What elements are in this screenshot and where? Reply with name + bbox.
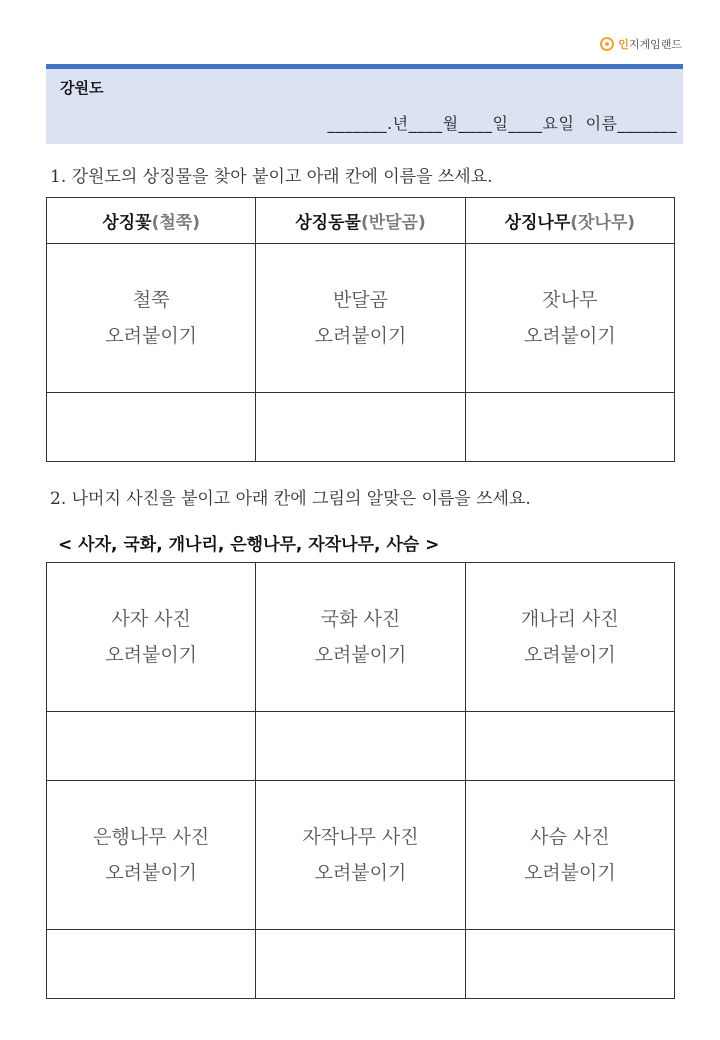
question-1: 1. 강원도의 상징물을 찾아 붙이고 아래 칸에 이름을 쓰세요. xyxy=(50,167,493,187)
name-answer-cell[interactable] xyxy=(465,712,674,781)
header-animal-paren: (반달곰) xyxy=(360,213,426,233)
paste-instruction: 오려붙이기 xyxy=(523,862,616,884)
header-flower xyxy=(47,198,256,244)
name-answer-cell[interactable] xyxy=(256,930,465,999)
photo-name: 개나리 사진 xyxy=(520,608,619,630)
paste-instruction: 오려붙이기 xyxy=(314,325,407,347)
photo-cell-birch[interactable] xyxy=(256,781,465,930)
symbols-table xyxy=(46,197,675,462)
name-answer-cell[interactable] xyxy=(47,712,256,781)
name-answer-cell[interactable] xyxy=(465,930,674,999)
paste-instruction: 오려붙이기 xyxy=(314,644,407,666)
photo-name: 은행나무 사진 xyxy=(93,826,210,848)
photo-name: 사자 사진 xyxy=(111,608,191,630)
lightbulb-icon xyxy=(600,37,614,51)
photo-cell-chrysanthemum[interactable] xyxy=(256,563,465,712)
photo-name: 국화 사진 xyxy=(320,608,401,630)
region-title: 강원도 xyxy=(60,79,104,97)
photo-name: 잣나무 xyxy=(542,289,598,311)
photo-cell-animal[interactable] xyxy=(256,244,465,393)
header-animal xyxy=(256,198,465,244)
word-options: < 사자, 국화, 개나리, 은행나무, 자작나무, 사슴 > xyxy=(58,535,440,555)
photo-cell-tree[interactable] xyxy=(465,244,674,393)
paste-instruction: 오려붙이기 xyxy=(105,325,198,347)
pictures-table xyxy=(46,562,675,999)
paste-instruction: 오려붙이기 xyxy=(523,644,616,666)
name-answer-cell[interactable] xyxy=(256,393,465,462)
name-answer-cell[interactable] xyxy=(47,930,256,999)
brand-name xyxy=(618,36,682,52)
name-answer-cell[interactable] xyxy=(465,393,674,462)
paste-instruction: 오려붙이기 xyxy=(105,862,198,884)
photo-cell-forsythia[interactable] xyxy=(465,563,674,712)
photo-name: 사슴 사진 xyxy=(530,826,610,848)
header-flower-paren: (철쭉) xyxy=(151,213,200,233)
paste-instruction: 오려붙이기 xyxy=(105,644,198,666)
photo-name: 자작나무 사진 xyxy=(302,826,419,848)
brand-logo xyxy=(600,36,682,52)
photo-name: 반달곰 xyxy=(332,289,389,311)
paste-instruction: 오려붙이기 xyxy=(523,325,616,347)
header-tree-label: 상징나무 xyxy=(504,213,571,233)
brand-name-rest: 지게임랜드 xyxy=(628,38,682,51)
worksheet-header xyxy=(46,64,683,144)
photo-cell-ginkgo[interactable] xyxy=(47,781,256,930)
photo-name: 철쭉 xyxy=(132,289,170,311)
photo-cell-lion[interactable] xyxy=(47,563,256,712)
paste-instruction: 오려붙이기 xyxy=(314,862,407,884)
header-animal-label: 상징동물 xyxy=(295,213,361,233)
header-tree xyxy=(465,198,674,244)
brand-name-accent: 인 xyxy=(618,38,629,51)
header-tree-paren: (잣나무) xyxy=(570,213,636,233)
photo-cell-deer[interactable] xyxy=(465,781,674,930)
date-name-line[interactable]: _______.년____월____일____요일 이름_______ xyxy=(327,114,677,133)
name-answer-cell[interactable] xyxy=(47,393,256,462)
header-flower-label: 상징꽃 xyxy=(102,213,152,233)
name-answer-cell[interactable] xyxy=(256,712,465,781)
question-2: 2. 나머지 사진을 붙이고 아래 칸에 그림의 알맞은 이름을 쓰세요. xyxy=(50,489,531,509)
photo-cell-flower[interactable] xyxy=(47,244,256,393)
